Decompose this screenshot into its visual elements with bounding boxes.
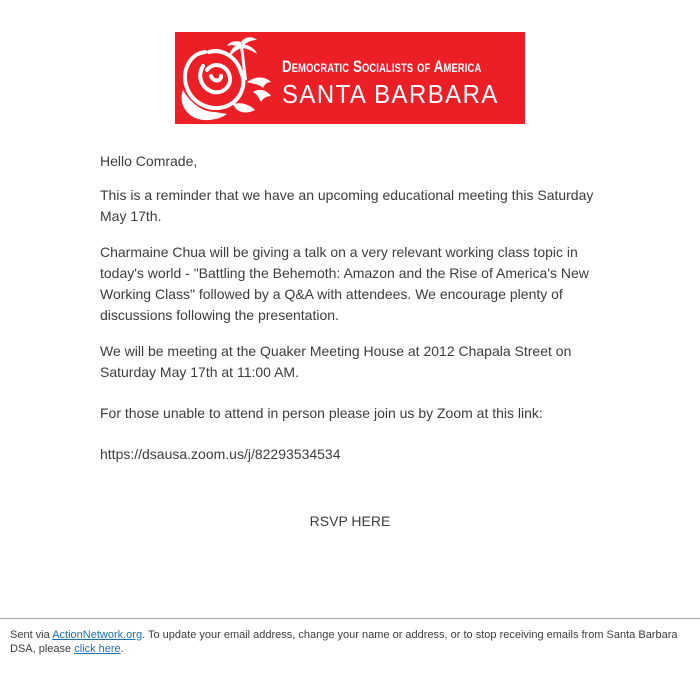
talk-paragraph: Charmaine Chua will be giving a talk on a very relevant working class topic in today's world - "Battling the Behemoth: Amazon and the Rise of America's New Working Class" followed by a Q&A with attendees. We encourage plenty of discussions following the presentation.: [100, 244, 589, 323]
org-name-line2: SANTA BARBARA: [282, 79, 499, 109]
footer-middle-text: . To update your email address, change your name or address, or to stop receiving emails from Santa Barbara DSA, please: [10, 629, 678, 655]
zoom-intro-paragraph: For those unable to attend in person please join us by Zoom at this link:: [100, 405, 543, 421]
unsubscribe-link[interactable]: click here: [74, 643, 121, 655]
greeting-text: Hello Comrade,: [100, 153, 198, 169]
action-network-link[interactable]: ActionNetwork.org: [52, 629, 143, 641]
rsvp-link[interactable]: RSVP HERE: [309, 513, 391, 529]
email-body: [100, 151, 600, 465]
zoom-link[interactable]: https://dsausa.zoom.us/j/82293534534: [100, 446, 341, 462]
header-banner: [175, 32, 525, 124]
footer-end-text: .: [120, 643, 124, 655]
org-name-line1: Democratic Socialists of America: [282, 57, 482, 76]
email-footer: [10, 628, 690, 656]
rose-and-palm-logo: [175, 32, 285, 124]
location-paragraph: We will be meeting at the Quaker Meeting House at 2012 Chapala Street on Saturday May 17th at 11:00 AM.: [100, 343, 572, 380]
footer-divider: [0, 618, 700, 619]
reminder-paragraph: This is a reminder that we have an upcoming educational meeting this Saturday May 17th.: [100, 187, 594, 224]
footer-sent-via: Sent via: [10, 629, 53, 641]
